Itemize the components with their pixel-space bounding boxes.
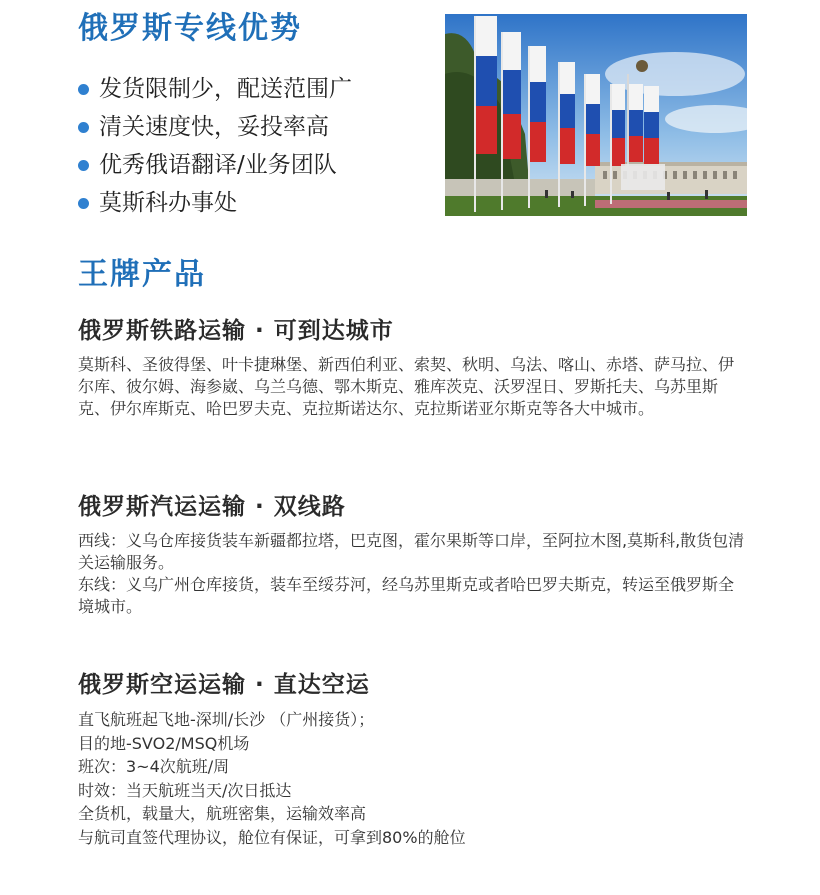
road-east-line: 东线：义乌广州仓库接货，装车至绥芬河，经乌苏里斯克或者哈巴罗夫斯克，转运至俄罗斯全境城市。	[78, 575, 735, 616]
advantage-item	[78, 146, 352, 184]
rail-body: 莫斯科、圣彼得堡、叶卡捷琳堡、新西伯利亚、索契、秋明、乌法、喀山、赤塔、萨马拉、伊尔库、彼尔姆、海参崴、乌兰乌德、鄂木斯克、雅库茨克、沃罗涅日、罗斯托夫、乌苏里斯克、伊尔库斯克、哈巴罗夫克、克拉斯诺达尔、克拉斯诺亚尔斯克等各大中城市。	[78, 355, 735, 418]
road-transport-section	[78, 492, 748, 618]
advantage-item	[78, 108, 352, 146]
rail-transport-section	[78, 316, 748, 420]
advantage-text: 清关速度快，妥投率高	[99, 114, 329, 140]
bullet-dot-icon	[78, 84, 89, 95]
rail-heading: 俄罗斯铁路运输 · 可到达城市	[78, 318, 394, 344]
advantage-item	[78, 70, 352, 108]
advantage-text: 发货限制少，配送范围广	[99, 76, 352, 102]
advantages-list	[78, 70, 352, 222]
advantage-text: 莫斯科办事处	[99, 190, 237, 216]
air-transport-section	[78, 670, 748, 850]
air-line: 与航司直签代理协议，舱位有保证，可拿到80%的舱位	[78, 827, 466, 847]
air-line: 目的地-SVO2/MSQ机场	[78, 733, 250, 753]
bullet-dot-icon	[78, 122, 89, 133]
bullet-dot-icon	[78, 160, 89, 171]
air-line: 全货机，载量大，航班密集，运输效率高	[78, 804, 367, 824]
products-title: 王牌产品	[78, 257, 206, 292]
advantages-title: 俄罗斯专线优势	[78, 11, 302, 46]
road-heading: 俄罗斯汽运运输 · 双线路	[78, 494, 346, 520]
advantage-item	[78, 184, 352, 222]
air-line: 直飞航班起飞地-深圳/长沙 （广州接货）；	[78, 710, 375, 729]
russian-flags-photo	[445, 14, 747, 216]
air-line: 班次：3~4次航班/周	[78, 757, 230, 777]
air-heading: 俄罗斯空运运输 · 直达空运	[78, 672, 370, 698]
advantage-text: 优秀俄语翻译/业务团队	[99, 152, 337, 178]
air-line: 时效：当天航班当天/次日抵达	[78, 780, 292, 800]
bullet-dot-icon	[78, 198, 89, 209]
road-west-line: 西线：义乌仓库接货装车新疆都拉塔，巴克图，霍尔果斯等口岸，至阿拉木图,莫斯科,散货包清关运输服务。	[78, 531, 745, 572]
